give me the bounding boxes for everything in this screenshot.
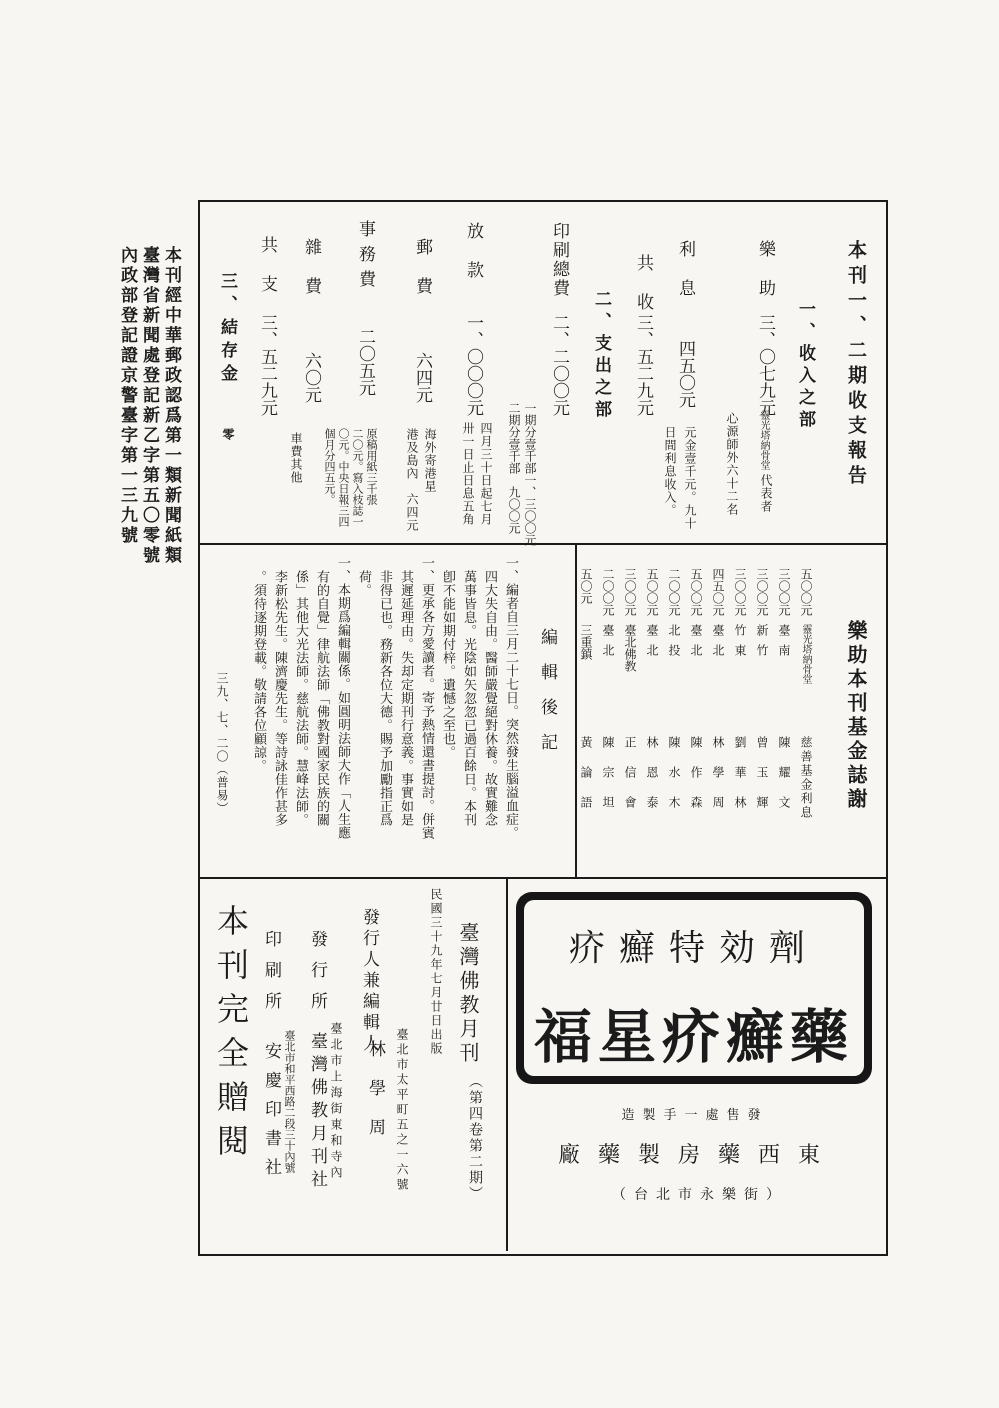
donation-note-1: 靈光塔納骨堂 [758,410,769,470]
postscript-line: 一、更承各方愛讀者。寄予熱情還書提討。併賓 [419,556,434,840]
donor-name: 陳作森 [689,736,703,826]
donor-name: 劉華林 [733,736,747,826]
donor-amount: 五〇元 [579,568,593,604]
postage-note-1: 海外寄港星 [423,428,437,493]
magazine-name: 臺灣佛教月刊 [456,922,480,1066]
donation-label: 樂助 [755,240,775,318]
interest-label: 利息 [675,240,695,318]
donation-note-3: 心源師外六十二名 [725,412,739,516]
ad-seller-tag: 發售處一手製造 [621,1108,769,1123]
interest-note-2: 日間利息收入。 [663,426,677,517]
issue-number: （第四卷第二期） [467,1074,483,1202]
donor-title: 樂助本刊基金誌謝 [844,620,868,812]
printer-address: 臺北市和平西路二段三十內號 [283,1030,296,1173]
printer-name: 安慶印書社 [261,1042,281,1187]
postscript-line: 四大失自由。醫師嚴覺絕對休養。故實難念 [482,570,497,827]
donor-amount: 五〇〇元 [645,568,659,616]
printer-label: 印刷所 [261,930,281,1023]
donor-name: 林學周 [711,736,725,826]
publisher-name: 臺灣佛教月刊社 [307,1032,327,1193]
publisher-label: 發行所 [307,930,327,1023]
donor-amount: 二〇〇元 [667,568,681,616]
donor-location: 靈光塔納骨堂 [800,624,811,684]
office-note-2: 二〇元。寫入枝誌一 [351,428,364,527]
donor-amount: 二〇〇元 [601,568,615,616]
postscript-line: 其遲延理由。失却定期刊行意義。事實如是 [398,570,413,827]
expense-heading: 二、支出之部 [591,290,611,422]
postscript-line: 一、本期爲編輯關係。如圓明法師大作「人生應 [335,556,350,840]
donor-name: 陳水木 [667,736,681,826]
donor-amount: 五〇〇元 [799,568,813,616]
publisher-address: 臺北市上海街東和寺內 [329,1022,343,1182]
donor-location: 新竹 [755,624,769,664]
donor-location: 臺北 [601,624,615,664]
donor-location: 臺北 [689,624,703,664]
income-total: 三、五二九元 [633,314,653,416]
interest-amount: 四五〇元 [675,340,695,408]
postscript-line: 萬事皆息。光陰如矢忽忽已過百餘日。本刊 [461,570,476,827]
print-note-2: 二期分壹千部 九〇〇元 [507,402,521,534]
editor-address: 臺北市太平町五之一六號 [395,1028,409,1193]
postscript-line: 卽不能如期付梓。遺憾之至也。 [440,570,455,759]
office-note-3: 〇元。中央日報三四 [337,428,350,527]
report-title: 本刊一、二期收支報告 [845,240,867,490]
divider-mid [575,545,577,877]
divider-lower [506,879,508,1251]
donor-amount: 三〇〇元 [777,568,791,616]
donor-location: 北投 [667,624,681,664]
divider-bottom [198,877,886,879]
donor-location: 臺南 [777,624,791,664]
donation-amount: 三、〇七九元 [755,314,775,416]
print-label: 印刷總費 [549,222,569,298]
publish-date: 民國三十九年七月廿日出版 [429,888,443,1056]
ad-address: （台北市永樂街） [612,1187,788,1203]
release-amount: 一、〇〇〇元 [463,314,483,416]
release-note-2: 卅一日止日息五角 [461,422,475,526]
postscript-date: 三九、七、二〇（普易） [215,672,229,815]
postage-note-2: 港及島內 六四元 [405,428,419,532]
ad-panel [524,900,864,1076]
divider-top [198,543,886,545]
donor-amount: 四五〇元 [711,568,725,616]
misc-label: 雜費 [301,238,321,316]
postscript-line: 荷。 [356,570,371,597]
donation-note-2: 代表者 [759,474,773,513]
postscript-line: 非得已也。務新各位大德。賜予加勵指正爲 [377,570,392,827]
misc-note: 車費其他 [289,432,303,484]
postscript-line: 李新松先生。陳濟慶先生。等詩詠佳作甚多 [272,570,287,827]
donor-amount: 三〇〇元 [755,568,769,616]
balance-value: 零 [221,428,235,441]
donor-location: 臺北 [645,624,659,664]
postage-label: 郵費 [412,238,432,316]
donor-name: 黃論語 [579,736,593,826]
postscript-line: 。須待逐期登載。敬請各位顧諒。 [251,570,266,773]
donor-name: 陳宗坦 [601,736,615,826]
donor-name: 陳耀文 [777,736,791,826]
office-note-4: 個月分四五元。 [323,428,336,505]
donor-name: 曾玉輝 [755,736,769,826]
donor-name: 慈善基金利息 [799,736,813,820]
editor-label: 發行人兼編輯人 [359,908,379,1055]
balance-label: 三、結存金 [217,272,237,387]
margin-line-1: 本刊經中華郵政認爲第一類新聞紙類 [161,246,181,566]
postscript-line: 一、編者自三月二十七日。突然發生腦溢血症。 [503,556,518,840]
interest-note-1: 元金壹千元。九十 [683,426,697,530]
donor-location: 臺北 [711,624,725,664]
release-note-1: 四月三十日起七月 [479,422,493,526]
print-amount: 二、二〇〇元 [549,314,569,416]
donor-location: 臺北佛教 [623,624,637,672]
expense-total: 三、五二九元 [257,314,277,416]
postscript-title: 編輯後記 [537,628,557,768]
release-label: 放款 [463,222,483,300]
donor-name: 林恩泰 [645,736,659,826]
ad-frame [516,892,872,1084]
ad-product-name: 藥癬疥星福 [533,1003,854,1071]
donor-amount: 三〇〇元 [623,568,637,616]
margin-line-2: 臺灣省新聞處登記新乙字第五〇零號 [139,246,159,566]
office-label: 事務費 [355,220,375,295]
postage-amount: 六四元 [412,352,432,403]
donor-name: 正信會 [623,736,637,826]
income-heading: 一、收入之部 [795,300,815,432]
donor-amount: 三〇〇元 [733,568,747,616]
editor-name: 林學周 [365,1040,385,1157]
postscript-line: 有的自覺」律航法師「佛教對國家民族的關 [314,570,329,827]
print-note-1: 一期分壹千部一、三〇〇元 [523,402,537,546]
margin-line-3: 內政部登記證京警臺字第一三九號 [117,246,137,546]
donor-amount: 五〇〇元 [689,568,703,616]
donor-location: 竹東 [733,624,747,664]
misc-amount: 六〇元 [301,352,321,403]
expense-total-label: 共支 [257,236,277,314]
office-note-1: 原稿用紙三千張 [365,428,378,505]
donor-location: 三重鎮 [579,624,593,660]
postscript-line: 係」其他大光法師。慈航法師。慧峰法師。 [293,570,308,827]
office-amount: 二〇五元 [355,328,375,396]
ad-tagline: 劑効特癬疥 [568,928,819,969]
ad-company: 東西藥房製藥廠 [557,1143,838,1168]
income-total-label: 共收 [633,254,653,332]
free-distribution: 本刊完全贈閱 [212,904,250,1168]
